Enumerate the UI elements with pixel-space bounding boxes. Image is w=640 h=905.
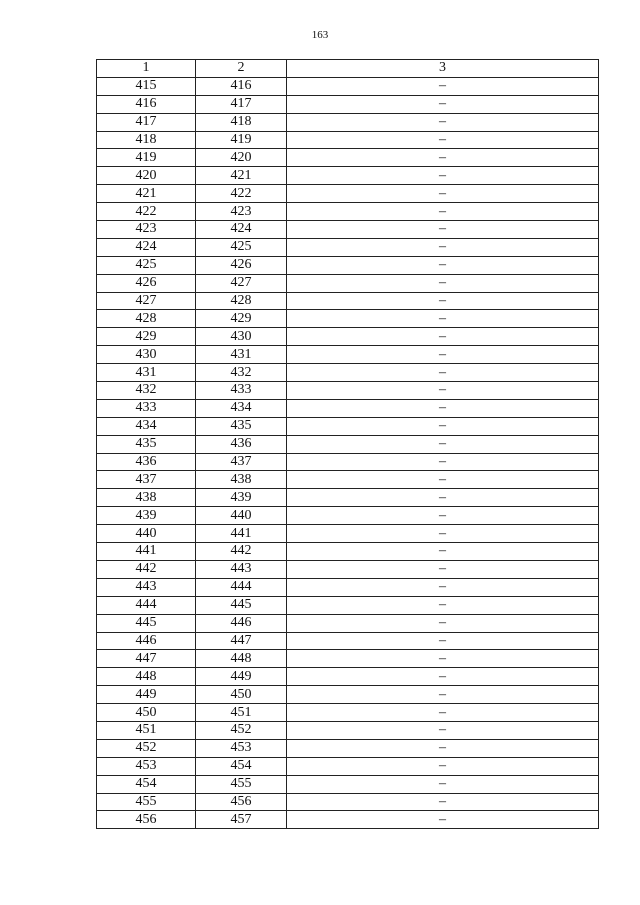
table-cell-col-2: 450: [196, 686, 287, 704]
table-cell-col-1: 426: [97, 274, 196, 292]
table-cell-col-1: 417: [97, 113, 196, 131]
table-cell-col-3: –: [287, 382, 599, 400]
table-cell-col-1: 452: [97, 739, 196, 757]
table-row: [97, 543, 599, 561]
column-header-3: 3: [287, 60, 599, 78]
table-cell-col-2: 452: [196, 721, 287, 739]
table-cell-col-1: 421: [97, 185, 196, 203]
table-cell-col-3: –: [287, 560, 599, 578]
table-cell-col-2: 456: [196, 793, 287, 811]
table-cell-col-3: –: [287, 596, 599, 614]
table-row: [97, 149, 599, 167]
table-cell-col-1: 422: [97, 203, 196, 221]
table-cell-col-3: –: [287, 739, 599, 757]
table-cell-col-2: 416: [196, 77, 287, 95]
table-row: [97, 632, 599, 650]
table-cell-col-3: –: [287, 578, 599, 596]
table-cell-col-1: 430: [97, 346, 196, 364]
table-row: [97, 256, 599, 274]
table-cell-col-2: 454: [196, 757, 287, 775]
table-cell-col-1: 434: [97, 417, 196, 435]
table-cell-col-2: 444: [196, 578, 287, 596]
table-cell-col-1: 451: [97, 721, 196, 739]
table-cell-col-1: 433: [97, 399, 196, 417]
table-cell-col-3: –: [287, 543, 599, 561]
table-cell-col-1: 418: [97, 131, 196, 149]
table-cell-col-3: –: [287, 399, 599, 417]
table-cell-col-2: 451: [196, 704, 287, 722]
table-cell-col-2: 453: [196, 739, 287, 757]
table-cell-col-2: 428: [196, 292, 287, 310]
table-cell-col-1: 450: [97, 704, 196, 722]
table-cell-col-2: 418: [196, 113, 287, 131]
table-cell-col-3: –: [287, 614, 599, 632]
table-cell-col-1: 435: [97, 435, 196, 453]
table-cell-col-3: –: [287, 167, 599, 185]
table-cell-col-1: 439: [97, 507, 196, 525]
table-cell-col-2: 423: [196, 203, 287, 221]
table-cell-col-1: 440: [97, 525, 196, 543]
table-cell-col-3: –: [287, 221, 599, 239]
table-cell-col-3: –: [287, 77, 599, 95]
page-number: 163: [311, 29, 329, 41]
table-row: [97, 793, 599, 811]
table-cell-col-3: –: [287, 113, 599, 131]
table-cell-col-1: 432: [97, 382, 196, 400]
table-cell-col-1: 449: [97, 686, 196, 704]
table-cell-col-2: 441: [196, 525, 287, 543]
table-cell-col-1: 437: [97, 471, 196, 489]
table-cell-col-2: 432: [196, 364, 287, 382]
table-row: [97, 668, 599, 686]
table-cell-col-1: 454: [97, 775, 196, 793]
table-cell-col-2: 431: [196, 346, 287, 364]
table-cell-col-2: 435: [196, 417, 287, 435]
table-row: [97, 221, 599, 239]
table-cell-col-1: 420: [97, 167, 196, 185]
table-cell-col-2: 445: [196, 596, 287, 614]
table-cell-col-3: –: [287, 203, 599, 221]
table-cell-col-1: 456: [97, 811, 196, 829]
table-cell-col-3: –: [287, 435, 599, 453]
table-row: [97, 525, 599, 543]
table-cell-col-2: 439: [196, 489, 287, 507]
table-cell-col-1: 448: [97, 668, 196, 686]
table-row: [97, 77, 599, 95]
table-cell-col-1: 427: [97, 292, 196, 310]
table-cell-col-1: 431: [97, 364, 196, 382]
table-cell-col-3: –: [287, 417, 599, 435]
table-cell-col-3: –: [287, 721, 599, 739]
table-cell-col-1: 424: [97, 238, 196, 256]
table-cell-col-1: 446: [97, 632, 196, 650]
table-cell-col-2: 429: [196, 310, 287, 328]
table-row: [97, 757, 599, 775]
table-cell-col-1: 429: [97, 328, 196, 346]
table-cell-col-2: 425: [196, 238, 287, 256]
table-cell-col-3: –: [287, 507, 599, 525]
table-cell-col-3: –: [287, 775, 599, 793]
table-cell-col-2: 422: [196, 185, 287, 203]
table-cell-col-3: –: [287, 489, 599, 507]
table-cell-col-2: 427: [196, 274, 287, 292]
table-cell-col-3: –: [287, 328, 599, 346]
table-row: [97, 113, 599, 131]
table-cell-col-2: 448: [196, 650, 287, 668]
table-cell-col-1: 415: [97, 77, 196, 95]
table-cell-col-2: 438: [196, 471, 287, 489]
table-cell-col-2: 421: [196, 167, 287, 185]
table-cell-col-3: –: [287, 632, 599, 650]
table-row: [97, 686, 599, 704]
table-row: [97, 346, 599, 364]
table-cell-col-1: 441: [97, 543, 196, 561]
table-row: [97, 739, 599, 757]
table-row: [97, 775, 599, 793]
table-cell-col-1: 453: [97, 757, 196, 775]
table-cell-col-2: 424: [196, 221, 287, 239]
table-cell-col-3: –: [287, 364, 599, 382]
table-cell-col-2: 434: [196, 399, 287, 417]
table-cell-col-3: –: [287, 757, 599, 775]
table-row: [97, 578, 599, 596]
table-cell-col-2: 433: [196, 382, 287, 400]
table-row: [97, 453, 599, 471]
table-cell-col-1: 443: [97, 578, 196, 596]
table-row: [97, 560, 599, 578]
table-row: [97, 596, 599, 614]
table-cell-col-3: –: [287, 95, 599, 113]
table-cell-col-3: –: [287, 346, 599, 364]
table-cell-col-1: 428: [97, 310, 196, 328]
table-cell-col-1: 455: [97, 793, 196, 811]
table-row: [97, 310, 599, 328]
table-cell-col-3: –: [287, 310, 599, 328]
table-body: [97, 77, 599, 828]
column-header-1: 1: [97, 60, 196, 78]
table-cell-col-1: 419: [97, 149, 196, 167]
table-row: [97, 203, 599, 221]
table-row: [97, 811, 599, 829]
table-row: [97, 131, 599, 149]
table-cell-col-3: –: [287, 185, 599, 203]
table-cell-col-2: 457: [196, 811, 287, 829]
table-row: [97, 471, 599, 489]
table-cell-col-1: 444: [97, 596, 196, 614]
table-cell-col-2: 442: [196, 543, 287, 561]
table-cell-col-2: 455: [196, 775, 287, 793]
table-row: [97, 364, 599, 382]
table-row: [97, 614, 599, 632]
table-cell-col-3: –: [287, 238, 599, 256]
table-row: [97, 185, 599, 203]
table-row: [97, 399, 599, 417]
table-cell-col-3: –: [287, 471, 599, 489]
table-cell-col-2: 430: [196, 328, 287, 346]
table-row: [97, 704, 599, 722]
table-cell-col-3: –: [287, 793, 599, 811]
table-cell-col-3: –: [287, 274, 599, 292]
table-cell-col-2: 446: [196, 614, 287, 632]
table-row: [97, 292, 599, 310]
table-cell-col-2: 420: [196, 149, 287, 167]
table-cell-col-2: 449: [196, 668, 287, 686]
table-header: [97, 60, 599, 78]
table-cell-col-2: 447: [196, 632, 287, 650]
table-cell-col-3: –: [287, 292, 599, 310]
table-row: [97, 274, 599, 292]
table-cell-col-3: –: [287, 525, 599, 543]
table-row: [97, 95, 599, 113]
table-cell-col-1: 442: [97, 560, 196, 578]
data-table: [96, 59, 599, 829]
table-cell-col-1: 447: [97, 650, 196, 668]
table-row: [97, 435, 599, 453]
table-cell-col-1: 416: [97, 95, 196, 113]
table-cell-col-1: 438: [97, 489, 196, 507]
table-row: [97, 507, 599, 525]
table-cell-col-3: –: [287, 149, 599, 167]
table-cell-col-2: 417: [196, 95, 287, 113]
table-row: [97, 650, 599, 668]
table-cell-col-2: 426: [196, 256, 287, 274]
table-cell-col-3: –: [287, 453, 599, 471]
table-row: [97, 167, 599, 185]
table-row: [97, 489, 599, 507]
table-cell-col-3: –: [287, 811, 599, 829]
table-cell-col-2: 440: [196, 507, 287, 525]
table-cell-col-2: 436: [196, 435, 287, 453]
table-cell-col-3: –: [287, 704, 599, 722]
table-cell-col-1: 425: [97, 256, 196, 274]
header-row: [97, 60, 599, 78]
table-cell-col-3: –: [287, 668, 599, 686]
table-row: [97, 721, 599, 739]
table-row: [97, 382, 599, 400]
table-cell-col-3: –: [287, 131, 599, 149]
table-row: [97, 328, 599, 346]
table-row: [97, 417, 599, 435]
table-cell-col-1: 423: [97, 221, 196, 239]
table-cell-col-1: 445: [97, 614, 196, 632]
table-cell-col-3: –: [287, 256, 599, 274]
table-cell-col-3: –: [287, 686, 599, 704]
table-cell-col-2: 437: [196, 453, 287, 471]
table-row: [97, 238, 599, 256]
column-header-2: 2: [196, 60, 287, 78]
table-cell-col-1: 436: [97, 453, 196, 471]
table-cell-col-2: 443: [196, 560, 287, 578]
table-cell-col-2: 419: [196, 131, 287, 149]
table-cell-col-3: –: [287, 650, 599, 668]
